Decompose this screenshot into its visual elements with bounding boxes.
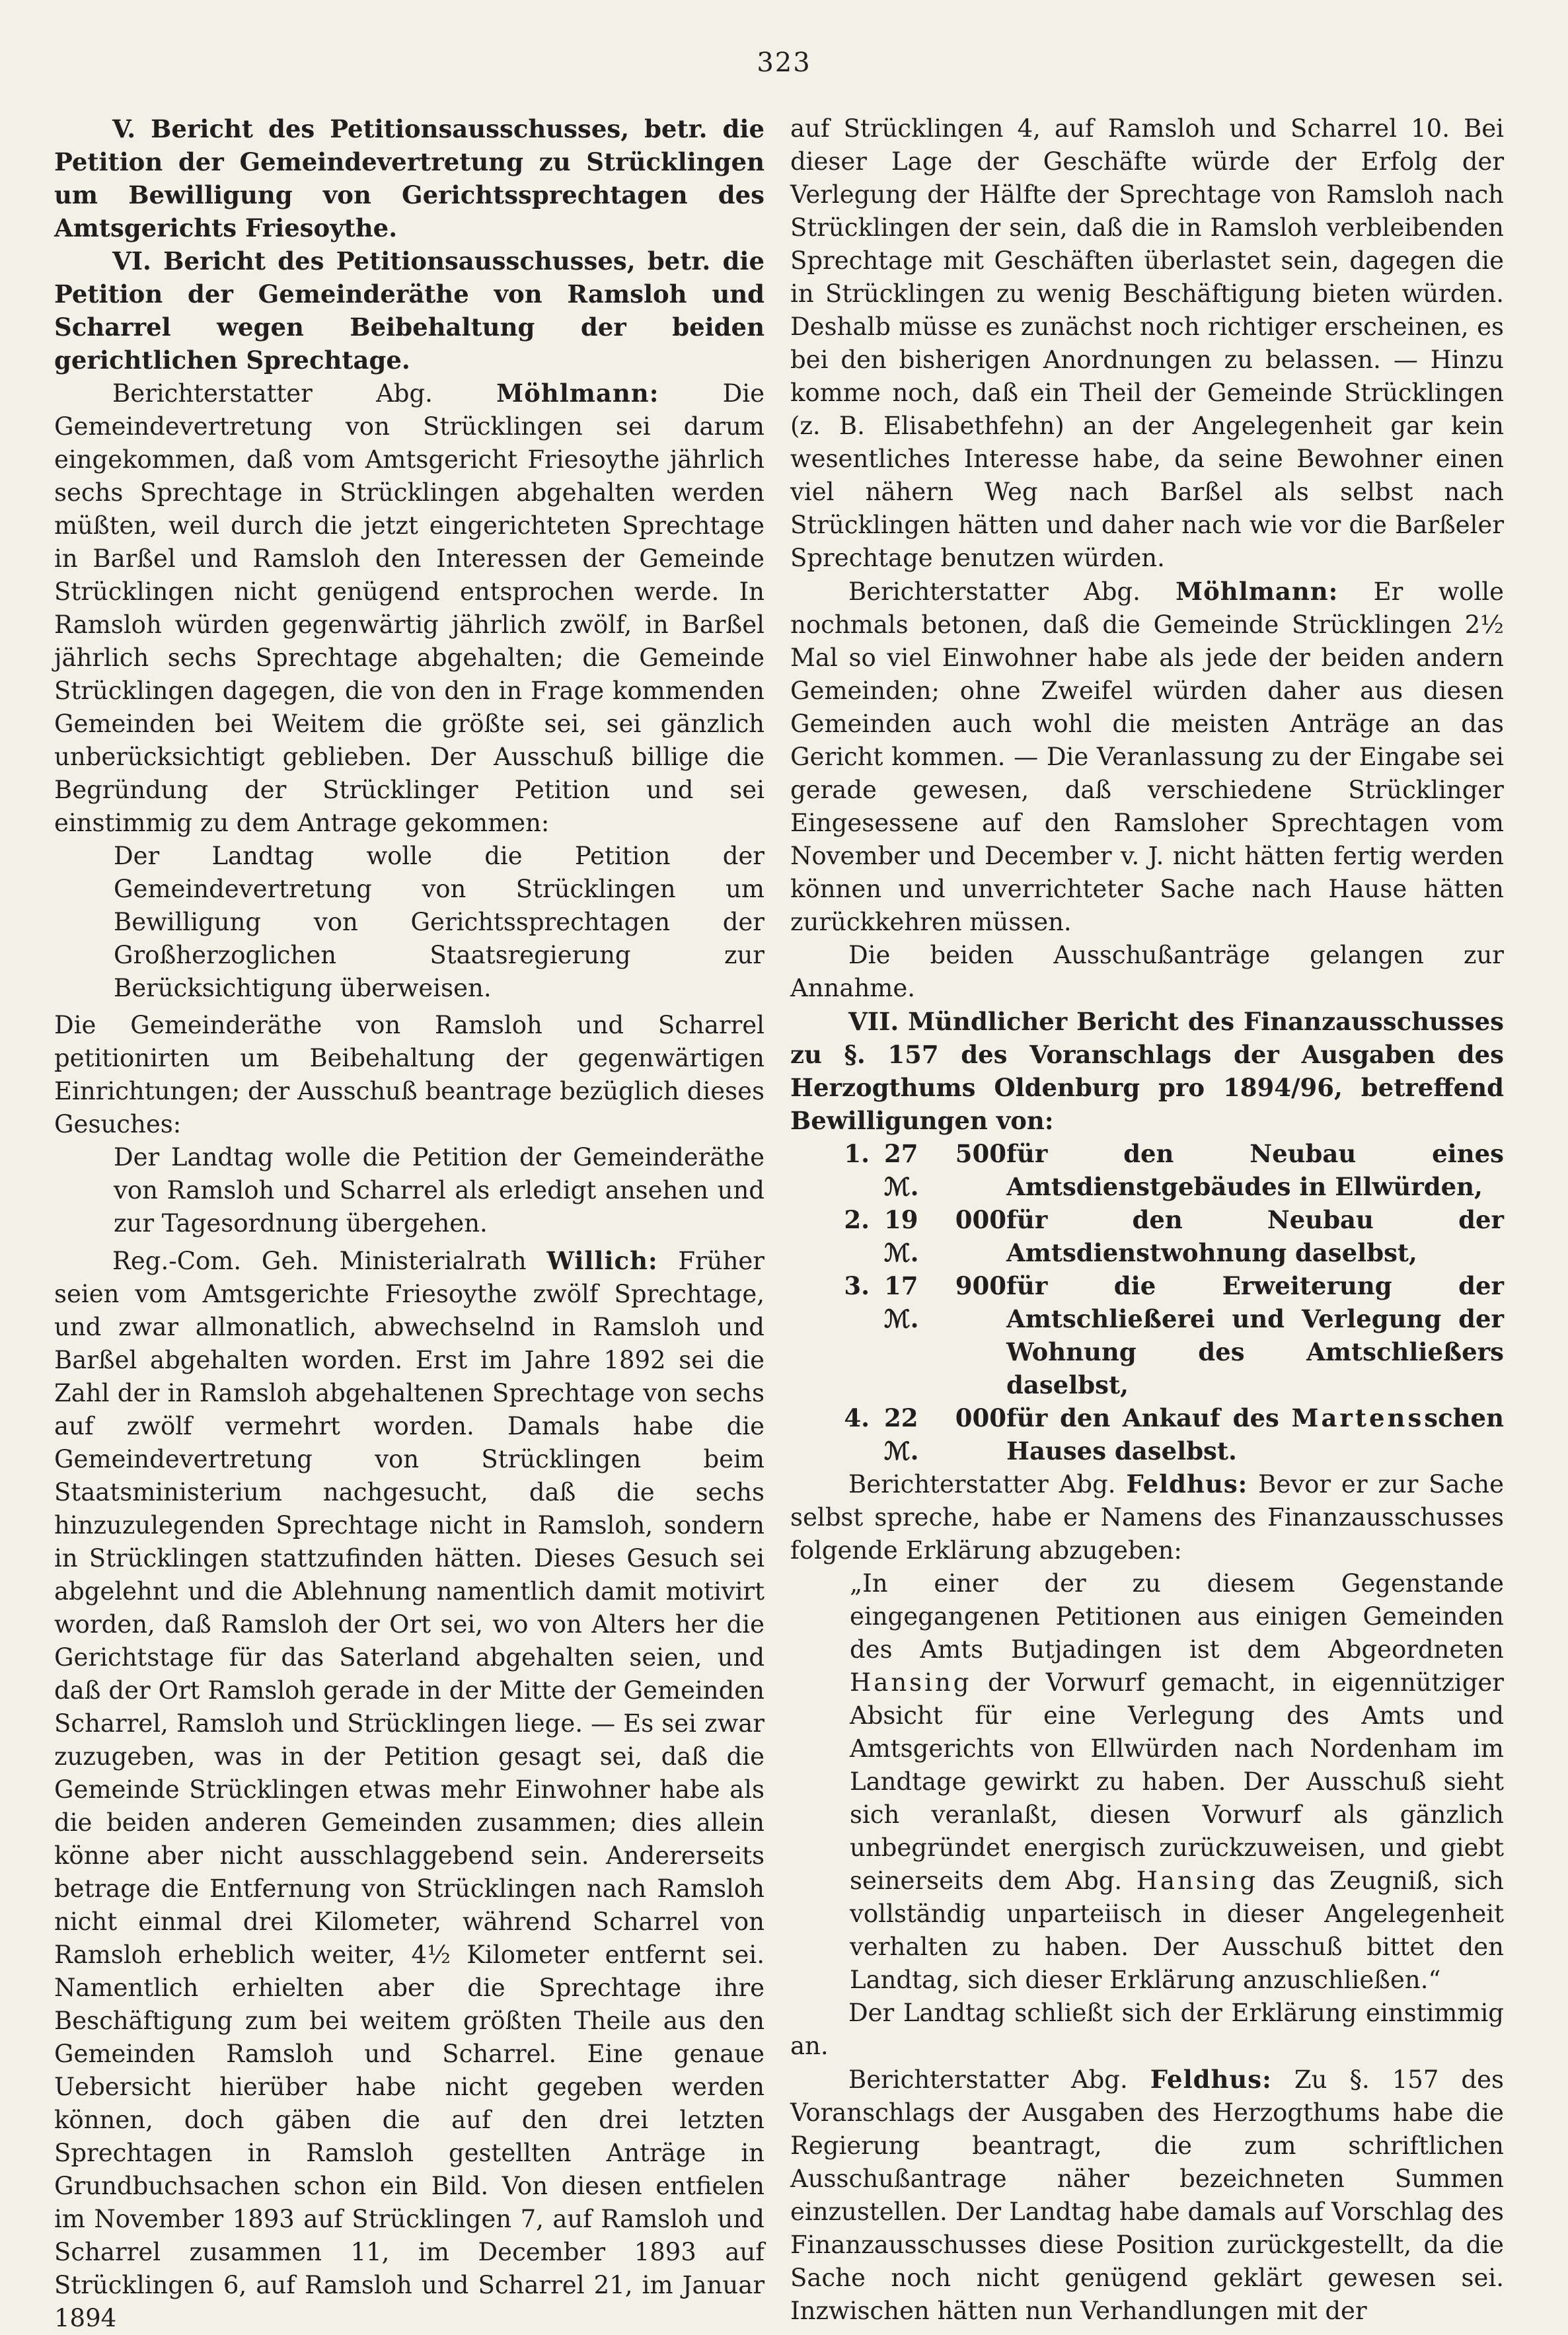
list-item (790, 1269, 1504, 1401)
quote-part-b: der Vorwurf gemacht, in eigennütziger Absicht für eine Verlegung des Amts und Amtsgerichts von Ellwürden nach Nordenham im Landtage gewirkt zu haben. Der Ausschuß sieht sich veranlaßt, diesen Vorwurf als gänzlich unbegründet energisch zurückzuweisen, und giebt seinerseits dem Abg. (850, 1668, 1504, 1895)
speaker-role: Reg.-Com. Geh. Ministerialrath (112, 1247, 527, 1275)
item-text: für die Erweiterung der Amtschließerei und Verlegung der Wohnung des Amtschließers daselbst, (1006, 1271, 1504, 1399)
paragraph-text: Die Gemeindevertretung von Strücklingen sei darum eingekommen, daß vom Amtsgericht Friesoythe jährlich sechs Sprechtage in Strücklingen abgehalten werden müßten, weil durch die jetzt eingerichteten Sprechtage in Barßel und Ramsloh den Interessen der Gemeinde Strücklingen nicht genügend entsprochen werde. In Ramsloh würden gegenwärtig jährlich zwölf, in Barßel jährlich sechs Sprechtage abgehalten; die Gemeinde Strücklingen dagegen, die von den in Frage kommenden Gemeinden bei Weitem die größte sei, sei gänzlich unberücksichtigt geblieben. Der Ausschuß billige die Begründung der Strücklinger Petition und sei einstimmig zu dem Antrage gekommen: (54, 379, 765, 837)
list-item (790, 1401, 1504, 1467)
item-text-b: schen Hauses daselbst. (1006, 1403, 1504, 1465)
paragraph-willich (54, 1244, 765, 2335)
paragraph-text: Bevor er zur Sache selbst spreche, habe er Namens des Finanzausschusses folgende Erklärung abzugeben: (790, 1470, 1504, 1565)
left-column (54, 112, 765, 2335)
quote-part-a: „In einer der zu diesem Gegenstande eingegangenen Petitionen aus einigen Gemeinden des Amts Butjadingen ist dem Abgeordneten (850, 1569, 1504, 1664)
item-number: 1. (844, 1139, 870, 1168)
list-item (790, 1203, 1504, 1269)
speaker-role: Berichterstatter Abg. (848, 2065, 1128, 2094)
speaker-role: Berichterstatter Abg. (112, 379, 433, 408)
paragraph-feldhus-2 (790, 2063, 1504, 2328)
paragraph-continuation: auf Strücklingen 4, auf Ramsloh und Scharrel 10. Bei dieser Lage der Geschäfte würde der Erfolg der Verlegung der Hälfte der Sprechtage von Ramsloh nach Strücklingen der sein, daß die in Ramsloh verbleibenden Sprechtage mit Geschäften überlastet sein, dagegen die in Strücklingen zu wenig Beschäftigung bieten würden. Deshalb müsse es zunächst noch richtiger erscheinen, es bei den bisherigen Anordnungen zu belassen. — Hinzu komme noch, daß ein Theil der Gemeinde Strücklingen (z. B. Elisabethfehn) an der Angelegenheit gar kein wesentliches Interesse habe, da seine Bewohner einen viel nähern Weg nach Barßel als selbst nach Strücklingen hätten und daher nach wie vor die Barßeler Sprechtage benutzen würden. (790, 114, 1504, 572)
section-vii-number: VII. (848, 1007, 899, 1036)
speaker-role: Berichterstatter Abg. (848, 577, 1140, 606)
paragraph-feldhus-1 (790, 1467, 1504, 1567)
section-v-title: Bericht des Petitionsausschusses, betr. die Petition der Gemeindevertretung zu Strücklingen um Bewilligung von Gerichtssprechtagen des Amtsgerichts Friesoythe. (54, 114, 765, 242)
quote-name-hansing: Hansing (1136, 1867, 1259, 1895)
page-number: 323 (757, 48, 811, 78)
speaker-role: Berichterstatter Abg. (848, 1470, 1116, 1499)
item-amount: 19 000 ℳ. (884, 1205, 1006, 1267)
section-v-heading (54, 112, 765, 244)
speaker-name: Möhlmann: (496, 379, 659, 408)
item-number: 2. (844, 1205, 870, 1234)
motion-quote-2: Der Landtag wolle die Petition der Gemeinderäthe von Ramsloh und Scharrel als erledigt ansehen und zur Tagesordnung übergehen. (114, 1143, 765, 1238)
item-amount: 27 500 ℳ. (884, 1139, 1006, 1201)
declaration-quote (850, 1567, 1504, 1997)
section-v-number: V. (112, 114, 136, 143)
item-text (1006, 1401, 1504, 1467)
speaker-name: Möhlmann: (1176, 577, 1339, 606)
list-item (790, 1137, 1504, 1203)
paragraph-text: Er wolle nochmals betonen, daß die Gemeinde Strücklingen 2½ Mal so viel Einwohner habe als jede der beiden andern Gemeinden; ohne Zweifel würden daher aus diesen Gemeinden auch wohl die meisten Anträge an das Gericht kommen. — Die Veranlassung zu der Eingabe sei gerade gewesen, daß verschiedene Strücklinger Eingesessene auf den Ramsloher Sprechtagen vom November und December v. J. nicht hätten fertig werden können und unverrichteter Sache nach Hause hätten zurückkehren müssen. (790, 577, 1505, 936)
section-vii-heading (790, 1005, 1504, 1137)
paragraph-text: Zu §. 157 des Voranschlags der Ausgaben des Herzogthums habe die Regierung beantragt, die zum schriftlichen Ausschußantrage näher bezeichneten Summen einzustellen. Der Landtag habe damals auf Vorschlag des Finanzausschusses diese Position zurückgestellt, da die Sache noch nicht genügend geklärt gewesen sei. Inzwischen hätten nun Verhandlungen mit der (790, 2065, 1504, 2325)
paragraph-zustimmung: Der Landtag schließt sich der Erklärung einstimmig an. (790, 1999, 1504, 2060)
item-text: für den Neubau eines Amtsdienstgebäudes in Ellwürden, (1006, 1139, 1504, 1201)
speaker-name: Willich: (546, 1246, 658, 1275)
quote-part-c: das Zeugniß, sich vollständig unparteiisch in dieser Angelegenheit verhalten zu haben. Der Ausschuß bittet den Landtag, sich dieser Erklärung anzuschließen.“ (850, 1867, 1505, 1994)
paragraph-moehlmann-1 (54, 377, 765, 840)
item-amount: 22 000 ℳ. (884, 1403, 1006, 1465)
speaker-name: Feldhus: (1150, 2065, 1272, 2094)
section-vi-title: Bericht des Petitionsausschusses, betr. die Petition der Gemeinderäthe von Ramsloh und Scharrel wegen Beibehaltung der beiden gerichtlichen Sprechtage. (54, 246, 765, 375)
right-column (790, 112, 1504, 2328)
paragraph-text: Früher seien vom Amtsgerichte Friesoythe zwölf Sprechtage, und zwar allmonatlich, abwechselnd in Ramsloh und Barßel abgehalten worden. Erst im Jahre 1892 sei die Zahl der in Ramsloh abgehaltenen Sprechtage von sechs auf zwölf vermehrt worden. Damals habe die Gemeindevertretung von Strücklingen beim Staatsministerium nachgesucht, daß die sechs hinzuzulegenden Sprechtage nicht in Ramsloh, sondern in Strücklingen stattzufinden hätten. Dieses Gesuch sei abgelehnt und die Ablehnung namentlich damit motivirt worden, daß Ramsloh der Ort sei, wo von Alters her die Gerichtstage für das Saterland abgehalten seien, und daß der Ort Ramsloh gerade in der Mitte der Gemeinden Scharrel, Ramsloh und Strücklingen liege. — Es sei zwar zuzugeben, was in der Petition gesagt sei, daß die Gemeinde Strücklingen etwas mehr Einwohner habe als die beiden anderen Gemeinden zusammen; dies allein könne aber nicht ausschlaggebend sein. Andererseits betrage die Entfernung von Strücklingen nach Ramsloh nicht einmal drei Kilometer, während Scharrel von Ramsloh erheblich weiter, 4½ Kilometer entfernt sei. Namentlich erhielten aber die Sprechtage ihre Beschäftigung zum bei weitem größten Theile aus den Gemeinden Ramsloh und Scharrel. Eine genaue Uebersicht hierüber habe nicht gegeben werden können, doch gäben die auf den drei letzten Sprechtagen in Ramsloh gestellten Anträge in Grundbuchsachen schon ein Bild. Von diesen entfielen im November 1893 auf Strücklingen 7, auf Ramsloh und Scharrel zusammen 11, im December 1893 auf Strücklingen 6, auf Ramsloh und Scharrel 21, im Januar 1894 (54, 1247, 765, 2332)
paragraph-gemeinderaethe: Die Gemeinderäthe von Ramsloh und Scharrel petitionirten um Beibehaltung der gegenwärtigen Einrichtungen; der Ausschuß beantrage bezüglich dieses Gesuches: (54, 1011, 765, 1138)
section-vi-number: VI. (112, 246, 151, 276)
item-text-a: für den Ankauf des (1006, 1403, 1279, 1432)
item-number: 3. (844, 1271, 870, 1300)
item-text: für den Neubau der Amtsdienstwohnung daselbst, (1006, 1205, 1504, 1267)
paragraph-annahme: Die beiden Ausschußanträge gelangen zur Annahme. (790, 941, 1504, 1002)
quote-name-hansing: Hansing (850, 1668, 972, 1697)
item-amount: 17 900 ℳ. (884, 1271, 1006, 1333)
section-vii-title: Mündlicher Bericht des Finanzausschusses zu §. 157 des Voranschlags der Ausgaben des Herzogthums Oldenburg pro 1894/96, betreffend Bewilligungen von: (790, 1007, 1504, 1135)
item-name: Martens (1291, 1403, 1425, 1432)
item-number: 4. (844, 1403, 870, 1432)
paragraph-moehlmann-2 (790, 575, 1504, 939)
section-vi-heading (54, 244, 765, 377)
motion-quote-1: Der Landtag wolle die Petition der Gemeindevertretung von Strücklingen um Bewilligung von Gerichtssprechtagen der Großherzoglichen Staatsregierung zur Berücksichtigung überweisen. (114, 842, 765, 1002)
speaker-name: Feldhus: (1126, 1469, 1248, 1499)
